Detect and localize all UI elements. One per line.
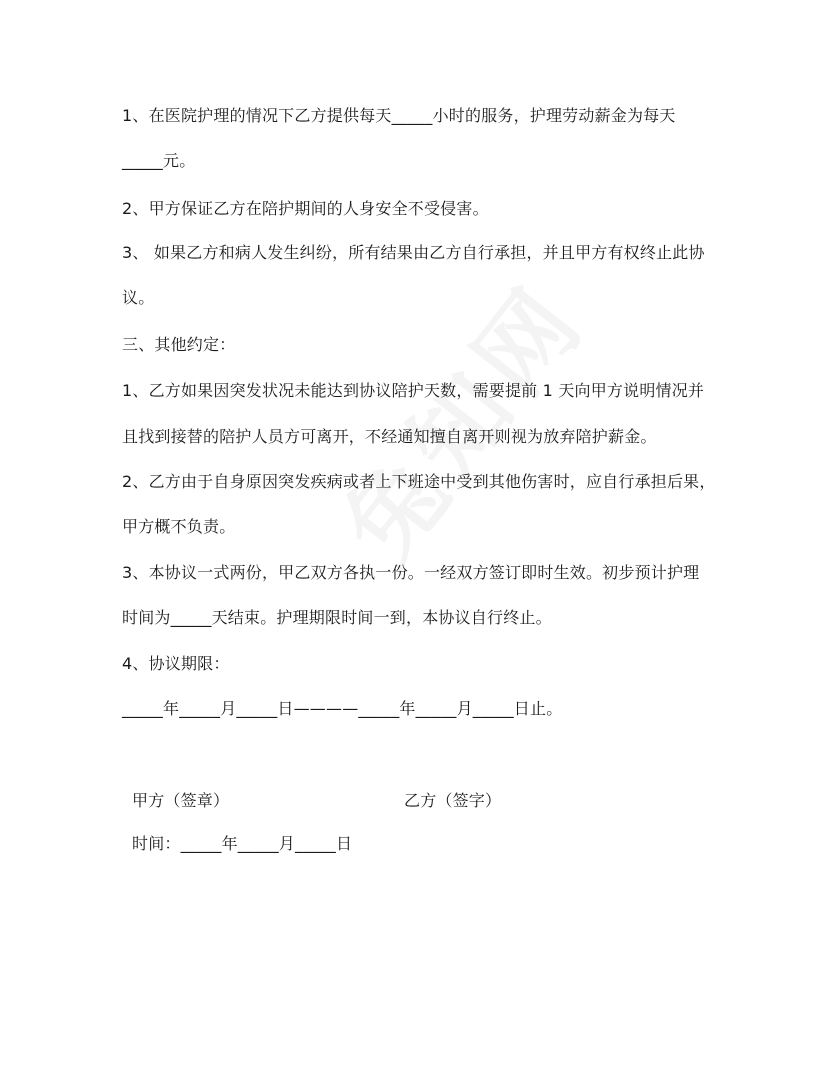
clause-3-line-2: 议。: [122, 288, 155, 307]
clause-2: 2、甲方保证乙方在陪护期间的人身安全不受侵害。: [122, 199, 489, 218]
clause-1-line-2: _____元。: [122, 151, 196, 170]
signature-date: 时间：_____年_____月_____日: [132, 834, 353, 853]
party-a-signature-label: 甲方（签章）: [132, 791, 230, 810]
section-heading-other-terms: 三、其他约定：: [122, 335, 236, 354]
term-3-line-1: 3、本协议一式两份，甲乙双方各执一份。一经双方签订即时生效。初步预计护理: [122, 563, 700, 582]
party-b-signature-label: 乙方（签字）: [404, 791, 502, 810]
term-1-line-2: 且找到接替的陪护人员方可离开，不经通知擅自离开则视为放弃陪护薪金。: [122, 427, 657, 446]
term-2-line-2: 甲方概不负责。: [122, 517, 236, 536]
term-4-heading: 4、协议期限：: [122, 654, 230, 673]
term-3-line-2: 时间为_____天结束。护理期限时间一到，本协议自行终止。: [122, 608, 552, 627]
agreement-period: _____年_____月_____日————_____年_____月_____日止。: [122, 699, 563, 718]
clause-1-line-1: 1、在医院护理的情况下乙方提供每天_____小时的服务，护理劳动薪金为每天: [122, 106, 676, 125]
term-1-line-1: 1、乙方如果因突发状况未能达到协议陪护天数，需要提前 1 天向甲方说明情况并: [122, 381, 705, 400]
clause-3-line-1: 3、 如果乙方和病人发生纠纷，所有结果由乙方自行承担，并且甲方有权终止此协: [122, 243, 705, 262]
term-2-line-1: 2、乙方由于自身原因突发疾病或者上下班途中受到其他伤害时，应自行承担后果，: [122, 472, 716, 491]
watermark: [307, 251, 611, 586]
